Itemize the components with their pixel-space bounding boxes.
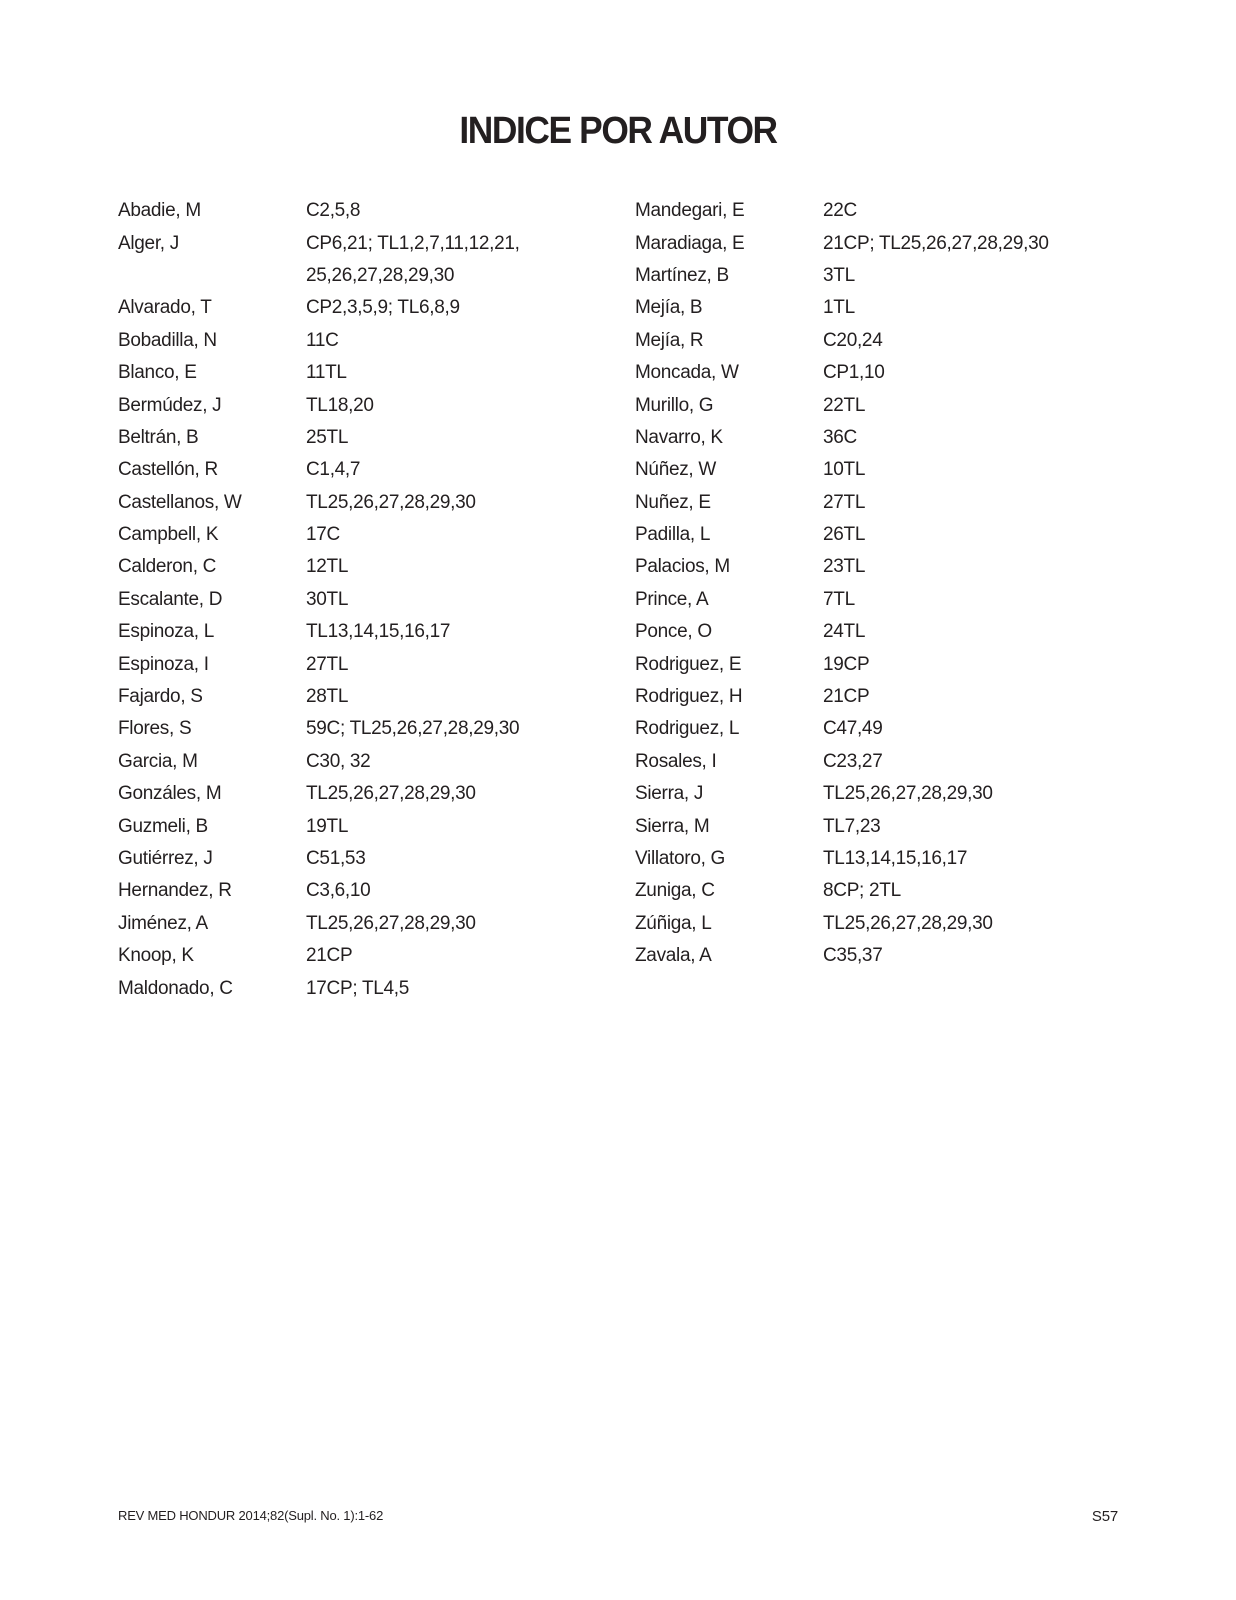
index-entry-row	[118, 681, 638, 713]
index-entry-row	[635, 843, 1155, 875]
author-references: C23,27	[823, 750, 883, 772]
index-entry-row	[118, 487, 638, 519]
index-entry-row	[118, 875, 638, 907]
index-entry-row	[635, 454, 1155, 486]
index-entry-row	[635, 357, 1155, 389]
author-name: Beltrán, B	[118, 426, 199, 448]
author-name: Maradiaga, E	[635, 232, 745, 254]
author-references: 21CP	[306, 945, 353, 967]
index-entry-row	[635, 778, 1155, 810]
author-name: Zúñiga, L	[635, 912, 712, 934]
author-name: Castellón, R	[118, 459, 218, 481]
index-entry-row	[635, 810, 1155, 842]
author-references: 25,26,27,28,29,30	[306, 264, 455, 286]
author-name: Gonzáles, M	[118, 783, 222, 805]
index-entry-row	[118, 746, 638, 778]
author-references: 12TL	[306, 556, 349, 578]
index-entry-row	[635, 325, 1155, 357]
index-entry-row	[118, 713, 638, 745]
author-name: Martínez, B	[635, 264, 729, 286]
index-entry-row	[635, 908, 1155, 940]
index-entry-row	[118, 648, 638, 680]
author-references: 11C	[306, 329, 339, 351]
author-references: TL25,26,27,28,29,30	[306, 912, 476, 934]
index-entry-row	[118, 972, 638, 1004]
author-references: CP2,3,5,9; TL6,8,9	[306, 297, 460, 319]
author-name: Espinoza, L	[118, 621, 214, 643]
index-entry-row	[118, 843, 638, 875]
author-name: Mejía, R	[635, 329, 704, 351]
author-references: 7TL	[823, 588, 855, 610]
index-entry-row	[635, 713, 1155, 745]
author-name: Sierra, M	[635, 815, 710, 837]
author-references: 24TL	[823, 621, 866, 643]
index-entry-row	[635, 389, 1155, 421]
author-references: 17C	[306, 524, 340, 546]
page-title: INDICE POR AUTOR	[459, 110, 777, 152]
author-name: Fajardo, S	[118, 686, 203, 708]
index-entry-row	[635, 681, 1155, 713]
author-name: Rodriguez, E	[635, 653, 742, 675]
author-name: Moncada, W	[635, 362, 739, 384]
index-entry-row	[635, 519, 1155, 551]
index-entry-row	[635, 584, 1155, 616]
author-name: Espinoza, I	[118, 653, 209, 675]
author-references: TL18,20	[306, 394, 374, 416]
index-entry-row	[635, 648, 1155, 680]
author-references: TL13,14,15,16,17	[823, 848, 968, 869]
author-references: 23TL	[823, 556, 866, 578]
index-entry-row	[118, 260, 638, 292]
author-name: Alger, J	[118, 232, 179, 254]
journal-citation: REV MED HONDUR 2014;82(Supl. No. 1):1-62	[118, 1508, 384, 1523]
author-references: CP6,21; TL1,2,7,11,12,21,	[306, 232, 520, 254]
author-name: Escalante, D	[118, 588, 223, 610]
author-name: Maldonado, C	[118, 977, 233, 999]
author-name: Villatoro, G	[635, 848, 726, 869]
author-references: TL7,23	[823, 815, 881, 837]
author-name: Zavala, A	[635, 945, 712, 967]
author-name: Calderon, C	[118, 556, 217, 578]
author-name: Navarro, K	[635, 426, 723, 448]
author-name: Jiménez, A	[118, 912, 208, 934]
author-references: C1,4,7	[306, 459, 361, 481]
index-entry-row	[635, 422, 1155, 454]
author-references: 30TL	[306, 588, 349, 610]
author-name: Padilla, L	[635, 524, 711, 546]
author-name: Rodriguez, H	[635, 686, 743, 708]
author-name: Bermúdez, J	[118, 394, 222, 416]
author-name: Mejía, B	[635, 297, 703, 319]
author-references: 59C; TL25,26,27,28,29,30	[306, 718, 520, 740]
index-entry-row	[118, 389, 638, 421]
author-references: CP1,10	[823, 362, 885, 384]
author-references: 11TL	[306, 362, 347, 384]
author-references: TL25,26,27,28,29,30	[823, 912, 993, 934]
author-references: 22TL	[823, 394, 866, 416]
page-number: S57	[1091, 1508, 1118, 1525]
index-entry-row	[118, 940, 638, 972]
index-entry-row	[118, 195, 638, 227]
author-references: C20,24	[823, 329, 883, 351]
index-entry-row	[635, 940, 1155, 972]
index-entry-row	[635, 746, 1155, 778]
index-entry-row	[635, 292, 1155, 324]
author-references: C51,53	[306, 848, 366, 869]
index-entry-row	[118, 551, 638, 583]
author-name: Gutiérrez, J	[118, 848, 213, 869]
author-references: 19TL	[306, 815, 349, 837]
author-name: Campbell, K	[118, 524, 219, 546]
index-entry-row	[635, 195, 1155, 227]
author-references: C47,49	[823, 718, 883, 740]
author-references: C30, 32	[306, 750, 371, 772]
author-name: Rodriguez, L	[635, 718, 740, 740]
index-entry-row	[118, 227, 638, 259]
index-entry-row	[635, 616, 1155, 648]
index-entry-row	[118, 519, 638, 551]
author-name: Núñez, W	[635, 459, 717, 481]
author-index-right-column	[635, 195, 1155, 972]
index-entry-row	[118, 810, 638, 842]
author-index-left-column	[118, 195, 638, 1005]
author-name: Prince, A	[635, 588, 709, 610]
index-entry-row	[635, 227, 1155, 259]
author-references: 17CP; TL4,5	[306, 977, 410, 999]
index-entry-row	[635, 260, 1155, 292]
author-name: Alvarado, T	[118, 297, 212, 319]
author-name: Nuñez, E	[635, 491, 711, 513]
author-name: Murillo, G	[635, 394, 714, 416]
author-references: 21CP	[823, 686, 870, 708]
author-references: 36C	[823, 426, 857, 448]
author-references: 22C	[823, 200, 857, 222]
index-entry-row	[118, 357, 638, 389]
author-references: 27TL	[306, 653, 349, 675]
author-references: 19CP	[823, 653, 870, 675]
author-references: 1TL	[823, 297, 855, 319]
index-entry-row	[118, 778, 638, 810]
index-entry-row	[118, 454, 638, 486]
author-name: Knoop, K	[118, 945, 194, 967]
index-entry-row	[118, 325, 638, 357]
index-entry-row	[635, 875, 1155, 907]
author-name: Bobadilla, N	[118, 329, 217, 351]
author-references: 10TL	[823, 459, 866, 481]
author-references: 8CP; 2TL	[823, 880, 901, 902]
author-name: Hernandez, R	[118, 880, 232, 902]
index-entry-row	[118, 292, 638, 324]
author-references: 3TL	[823, 264, 855, 286]
author-name: Flores, S	[118, 718, 192, 740]
author-references: C2,5,8	[306, 200, 361, 222]
author-references: TL13,14,15,16,17	[306, 621, 451, 643]
author-name: Blanco, E	[118, 362, 197, 384]
index-entry-row	[635, 551, 1155, 583]
author-references: 25TL	[306, 426, 349, 448]
author-references: 27TL	[823, 491, 866, 513]
author-references: TL25,26,27,28,29,30	[306, 783, 476, 805]
author-name: Abadie, M	[118, 200, 201, 222]
index-entry-row	[118, 422, 638, 454]
author-references: 26TL	[823, 524, 866, 546]
index-entry-row	[118, 908, 638, 940]
author-name: Garcia, M	[118, 750, 198, 772]
index-entry-row	[118, 584, 638, 616]
index-entry-row	[635, 487, 1155, 519]
author-name: Castellanos, W	[118, 491, 242, 513]
author-name: Palacios, M	[635, 556, 730, 578]
author-name: Mandegari, E	[635, 200, 745, 222]
author-references: TL25,26,27,28,29,30	[306, 491, 476, 513]
author-name: Ponce, O	[635, 621, 712, 643]
author-name: Zuniga, C	[635, 880, 715, 902]
author-name: Guzmeli, B	[118, 815, 208, 837]
author-references: 28TL	[306, 686, 349, 708]
author-references: C3,6,10	[306, 880, 371, 902]
index-entry-row	[118, 616, 638, 648]
author-name: Rosales, I	[635, 750, 717, 772]
author-references: C35,37	[823, 945, 883, 967]
author-name: Sierra, J	[635, 783, 704, 805]
author-references: 21CP; TL25,26,27,28,29,30	[823, 232, 1049, 254]
author-references: TL25,26,27,28,29,30	[823, 783, 993, 805]
